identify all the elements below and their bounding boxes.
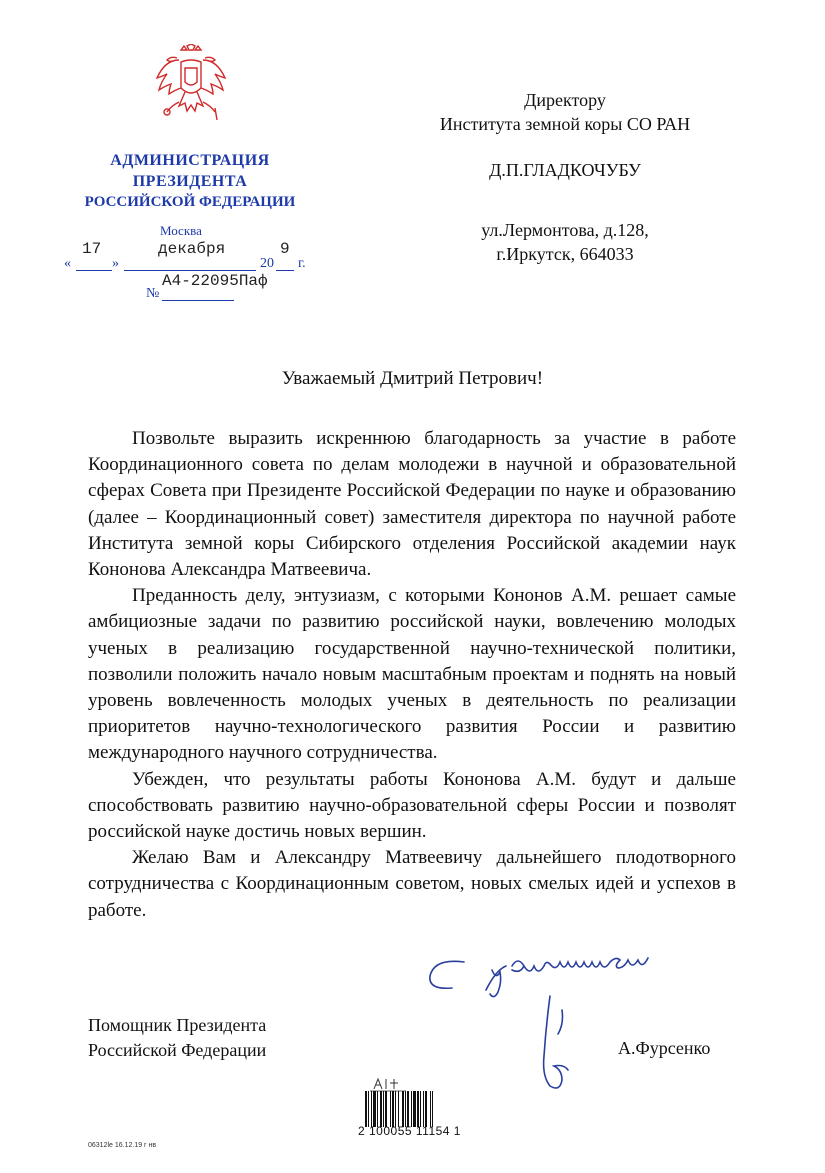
city-label: Москва (160, 223, 202, 238)
signatory-name: А.Фурсенко (618, 1038, 711, 1058)
addressee-city: г.Иркутск, 664033 (496, 244, 634, 264)
number-value: А4-22095Паф (162, 272, 268, 290)
date-month: декабря (158, 240, 226, 258)
date-open-quote: « (64, 256, 71, 271)
coat-of-arms-emblem (151, 44, 231, 130)
body-paragraph-2: Преданность делу, энтузиазм, с которыми Кононов А.М. решает самые амбициозные задачи по развитию российской науки, вовлечению молодых ученых в реализацию государственной научно-технической политики, позволили положить начало новым масштабным проектам и поднять на новый уровень вовлеченность молодых ученых в деятельность по реализации приоритетов научно-технологического развития России и развитию международного научного сотрудничества. (88, 585, 736, 764)
addressee-line-1: Директору (524, 90, 606, 110)
date-day: 17 (82, 240, 102, 258)
handwritten-signature (420, 950, 740, 1090)
date-close-quote: » (112, 256, 119, 271)
number-underline (162, 300, 234, 301)
document-barcode (365, 1091, 475, 1127)
org-line-1: АДМИНИСТРАЦИЯ (110, 152, 270, 169)
addressee-address (400, 218, 730, 266)
date-year-suffix: 9 (280, 240, 290, 258)
date-year-prefix: 20 (260, 256, 274, 271)
date-year-underline (276, 270, 294, 271)
body-paragraph-3: Убежден, что результаты работы Кононова А.М. будут и дальше способствовать развитию научно-образовательной сферы России и позволят российской науке достичь новых вершин. (88, 768, 736, 843)
addressee-name: Д.П.ГЛАДКОЧУБУ (489, 160, 641, 180)
issuing-organization (60, 150, 320, 213)
body-paragraph-4: Желаю Вам и Александру Матвеевичу дальнейшего плодотворного сотрудничества с Координационным советом, новых смелых идей и успехов в работе. (88, 847, 736, 921)
signatory-position-line-1: Помощник Президента (88, 1015, 267, 1035)
barcode-number: 2 100055 11154 1 (358, 1124, 461, 1138)
date-month-underline (124, 270, 256, 271)
signatory-position-line-2: Российской Федерации (88, 1040, 267, 1060)
letter-body (88, 426, 736, 924)
addressee-block (400, 88, 730, 136)
org-line-3: РОССИЙСКОЙ ФЕДЕРАЦИИ (84, 194, 296, 210)
addressee-street: ул.Лермонтова, д.128, (481, 220, 649, 240)
salutation: Уважаемый Дмитрий Петрович! (281, 368, 544, 389)
addressee-line-2: Института земной коры СО РАН (439, 114, 691, 134)
date-day-underline (76, 270, 112, 271)
signatory-position (88, 1013, 266, 1063)
org-line-2: ПРЕЗИДЕНТА (132, 173, 248, 190)
body-paragraph-1: Позвольте выразить искреннюю благодарность за участие в работе Координационного совета по делам молодежи в научной и образовательной сферах Совета при Президенте Российской Федерации по науке и образованию (далее – Координационный совет) заместителя директора по научной работе Института земной коры Сибирского отделения Российской академии наук Кононова Александра Матвеевича. (88, 428, 736, 581)
footer-registration-code: 06312le 16.12.19 г нв (88, 1142, 157, 1149)
date-year-unit: г. (298, 256, 306, 271)
number-label: № (146, 286, 160, 301)
